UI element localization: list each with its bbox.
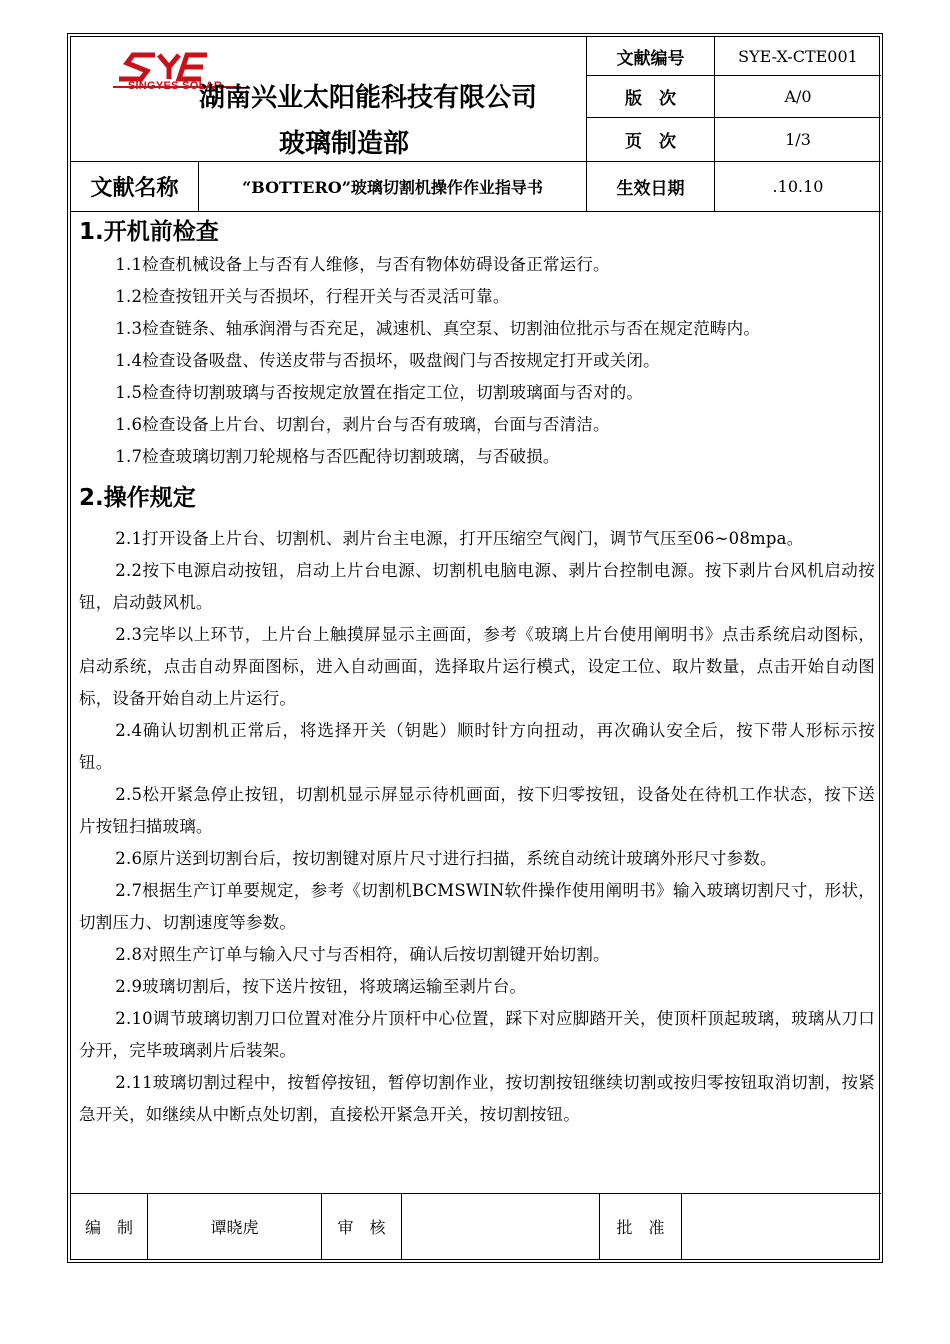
list-item: 2.8对照生产订单与输入尺寸与否相符，确认后按切割键开始切割。 <box>115 945 610 964</box>
section-title: 2.操作规定 <box>79 485 196 511</box>
review-value <box>402 1194 599 1259</box>
list-item: 2.1打开设备上片台、切割机、剥片台主电源，打开压缩空气阀门，调节气压至06~08mpa。 <box>115 529 804 548</box>
prepared-value: 谭晓虎 <box>210 1218 259 1237</box>
list-item: 1.3检查链条、轴承润滑与否充足，减速机、真空泵、切割油位批示与否在规定范畴内。 <box>115 319 761 338</box>
doc-name-value: “BOTTERO”玻璃切割机操作作业指导书 <box>242 178 543 197</box>
list-item: 2.7根据生产订单要规定，参考《切割机BCMSWIN软件操作使用阐明书》输入玻璃切割尺寸，形状，切割压力、切割速度等参数。 <box>79 881 875 932</box>
version-value: A/0 <box>784 87 812 106</box>
list-item: 2.5松开紧急停止按钮，切割机显示屏显示待机画面，按下归零按钮，设备处在待机工作状态，按下送片按钮扫描玻璃。 <box>79 785 875 836</box>
document-body <box>79 215 875 1131</box>
review-label: 审 核 <box>337 1218 386 1237</box>
list-item: 1.7检查玻璃切割刀轮规格与否匹配待切割玻璃，与否破损。 <box>115 447 560 466</box>
version-label: 版 次 <box>625 89 676 109</box>
list-item: 1.2检查按钮开关与否损坏，行程开关与否灵活可靠。 <box>115 287 510 306</box>
list-item: 2.11玻璃切割过程中，按暂停按钮，暂停切割作业，按切割按钮继续切割或按归零按钮取消切割，按紧急开关，如继续从中断点处切割，直接松开紧急开关，按切割按钮。 <box>79 1073 875 1124</box>
doc-no-value: SYE-X-CTE001 <box>738 46 858 66</box>
doc-name-label: 文献名称 <box>90 176 179 201</box>
list-item: 1.1检查机械设备上与否有人维修，与否有物体妨碍设备正常运行。 <box>115 255 610 274</box>
list-item: 2.10调节玻璃切割刀口位置对准分片顶杆中心位置，踩下对应脚踏开关，使顶杆顶起玻璃，玻璃从刀口分开，完毕玻璃剥片后装架。 <box>79 1009 875 1060</box>
list-item: 1.6检查设备上片台、切割台，剥片台与否有玻璃，台面与否清洁。 <box>115 415 610 434</box>
company-name: 湖南兴业太阳能科技有限公司 <box>199 83 538 113</box>
list-item: 1.4检查设备吸盘、传送皮带与否损坏，吸盘阀门与否按规定打开或关闭。 <box>115 351 660 370</box>
doc-no-label: 文献编号 <box>616 48 685 69</box>
section-title: 1.开机前检查 <box>79 219 219 245</box>
effective-date-label: 生效日期 <box>616 179 685 199</box>
page-value: 1/3 <box>785 130 811 149</box>
document-frame <box>67 33 883 1263</box>
logo-text: SINGYES SOLAR <box>127 80 223 92</box>
approve-value <box>682 1194 881 1259</box>
page-label: 页 次 <box>625 132 676 152</box>
approve-label: 批 准 <box>616 1218 665 1237</box>
list-item: 1.5检查待切割玻璃与否按规定放置在指定工位，切割玻璃面与否对的。 <box>115 383 644 402</box>
header-line <box>71 211 881 212</box>
list-item: 2.9玻璃切割后，按下送片按钮，将玻璃运输至剥片台。 <box>115 977 527 996</box>
document-inner-frame <box>70 36 880 1260</box>
list-item: 2.2按下电源启动按钮，启动上片台电源、切割机电脑电源、剥片台控制电源。按下剥片台风机启动按钮，启动鼓风机。 <box>79 561 875 612</box>
effective-date-value: .10.10 <box>772 177 824 196</box>
section-2 <box>79 481 875 1131</box>
list-item: 2.6原片送到切割台后，按切割键对原片尺寸进行扫描，系统自动统计玻璃外形尺寸参数。 <box>115 849 777 868</box>
section-1 <box>79 215 875 473</box>
prepared-label: 编 制 <box>84 1218 133 1237</box>
list-item: 2.3完毕以上环节，上片台上触摸屏显示主画面，参考《玻璃上片台使用阐明书》点击系统启动图标，启动系统，点击自动界面图标，进入自动画面，选择取片运行模式，设定工位、取片数量，点击开始自动图标，设备开始自动上片运行。 <box>79 625 875 708</box>
list-item: 2.4确认切割机正常后，将选择开关（钥匙）顺时针方向扭动，再次确认安全后，按下带人形标示按钮。 <box>79 721 875 772</box>
department-name: 玻璃制造部 <box>279 129 410 159</box>
